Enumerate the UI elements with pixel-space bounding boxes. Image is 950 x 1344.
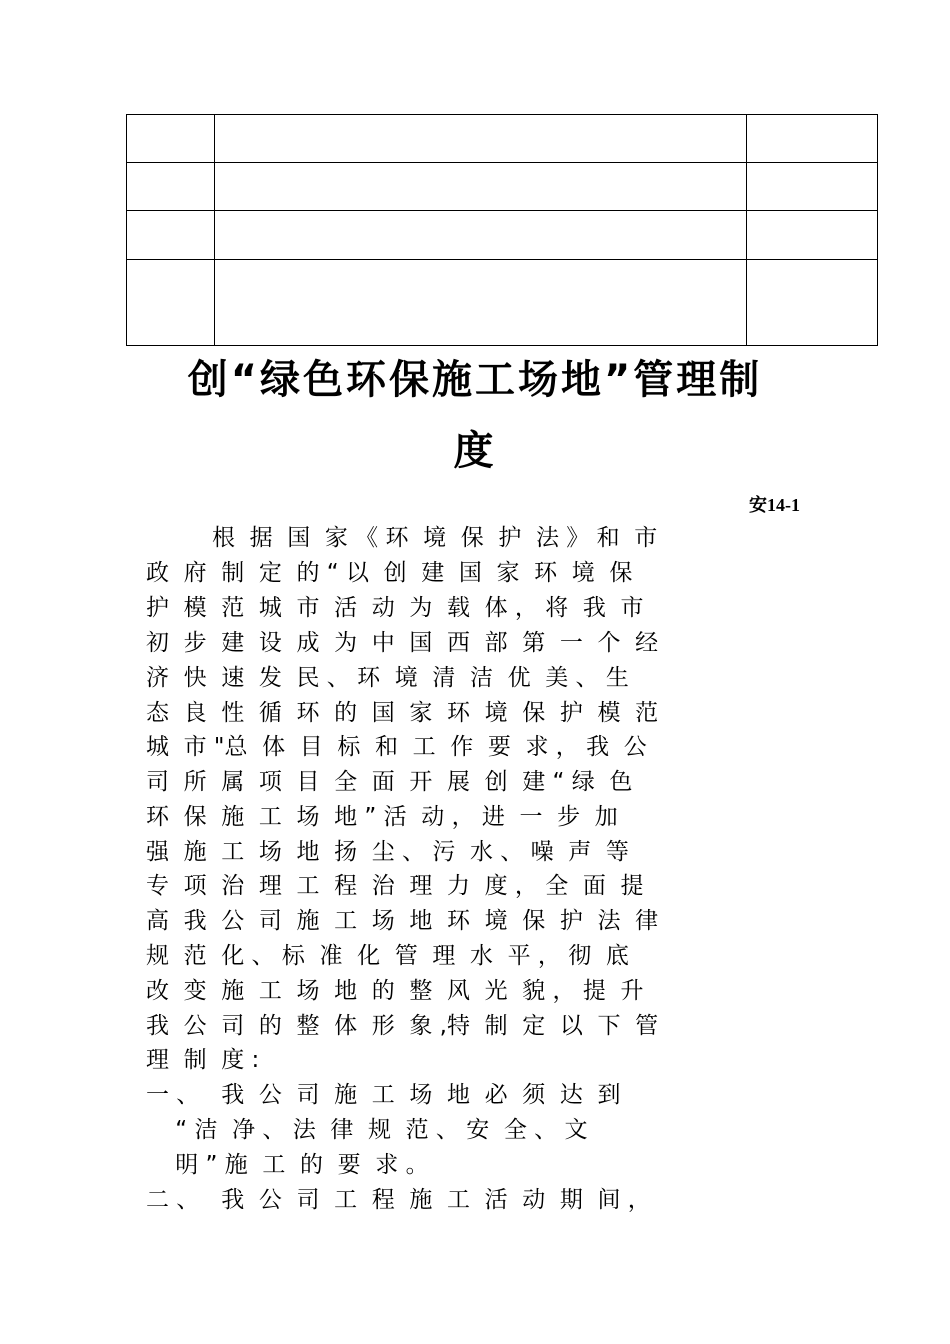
table-cell — [127, 259, 215, 345]
body-line: 根 据 国 家 《 环 境 保 护 法 》 和 市 — [212, 525, 658, 551]
body-line: 理 制 度 : — [146, 1047, 260, 1073]
table-cell — [127, 163, 215, 211]
table-row — [127, 115, 878, 163]
document-number: 安14-1 — [749, 495, 800, 515]
body-line: 环 保 施 工 场 地 ” 活 动 ， 进 一 步 加 — [146, 804, 618, 830]
table-cell — [747, 211, 878, 259]
body-line: 一 、 我 公 司 施 工 场 地 必 须 达 到 — [146, 1082, 621, 1108]
body-line: 改 变 施 工 场 地 的 整 风 光 貌 ， 提 升 — [146, 978, 644, 1004]
table-cell — [215, 259, 747, 345]
body-line: 城 市 "总 体 目 标 和 工 作 要 求 ， 我 公 — [146, 734, 647, 760]
table-cell — [215, 115, 747, 163]
document-title-line2: 度 — [453, 428, 497, 474]
body-line: 我 公 司 的 整 体 形 象 ,特 制 定 以 下 管 — [146, 1013, 659, 1039]
body-line: 二 、 我 公 司 工 程 施 工 活 动 期 间 ， — [146, 1187, 651, 1213]
body-line: 明 ” 施 工 的 要 求 。 — [146, 1152, 429, 1178]
body-line: 专 项 治 理 工 程 治 理 力 度 ， 全 面 提 — [146, 873, 644, 899]
table-cell — [747, 163, 878, 211]
table-row — [127, 211, 878, 259]
body-line: 规 范 化 、 标 准 化 管 理 水 平 ， 彻 底 — [146, 943, 629, 969]
table-cell — [127, 211, 215, 259]
body-line: 政 府 制 定 的 “ 以 创 建 国 家 环 境 保 — [146, 560, 633, 586]
body-line: 司 所 属 项 目 全 面 开 展 创 建 “ 绿 色 — [146, 769, 633, 795]
body-line: “ 洁 净 、 法 律 规 范 、 安 全 、 文 — [146, 1117, 588, 1143]
body-line: 济 快 速 发 民 、 环 境 清 洁 优 美 、 生 — [146, 665, 629, 691]
body-line: 高 我 公 司 施 工 场 地 环 境 保 护 法 律 — [146, 908, 659, 934]
table-cell — [215, 211, 747, 259]
table-row — [127, 163, 878, 211]
table-cell — [747, 115, 878, 163]
body-line: 态 良 性 循 环 的 国 家 环 境 保 护 模 范 — [146, 700, 659, 726]
table-cell — [127, 115, 215, 163]
body-line: 初 步 建 设 成 为 中 国 西 部 第 一 个 经 — [146, 630, 659, 656]
table-cell — [747, 259, 878, 345]
document-title-line1: 创“绿色环保施工场地”管理制 — [187, 357, 763, 403]
header-blank-table — [126, 114, 878, 346]
table-cell — [215, 163, 747, 211]
body-line: 护 模 范 城 市 活 动 为 载 体 ， 将 我 市 — [146, 595, 644, 621]
table-row — [127, 259, 878, 345]
body-line: 强 施 工 场 地 扬 尘 、 污 水 、 噪 声 等 — [146, 839, 629, 865]
